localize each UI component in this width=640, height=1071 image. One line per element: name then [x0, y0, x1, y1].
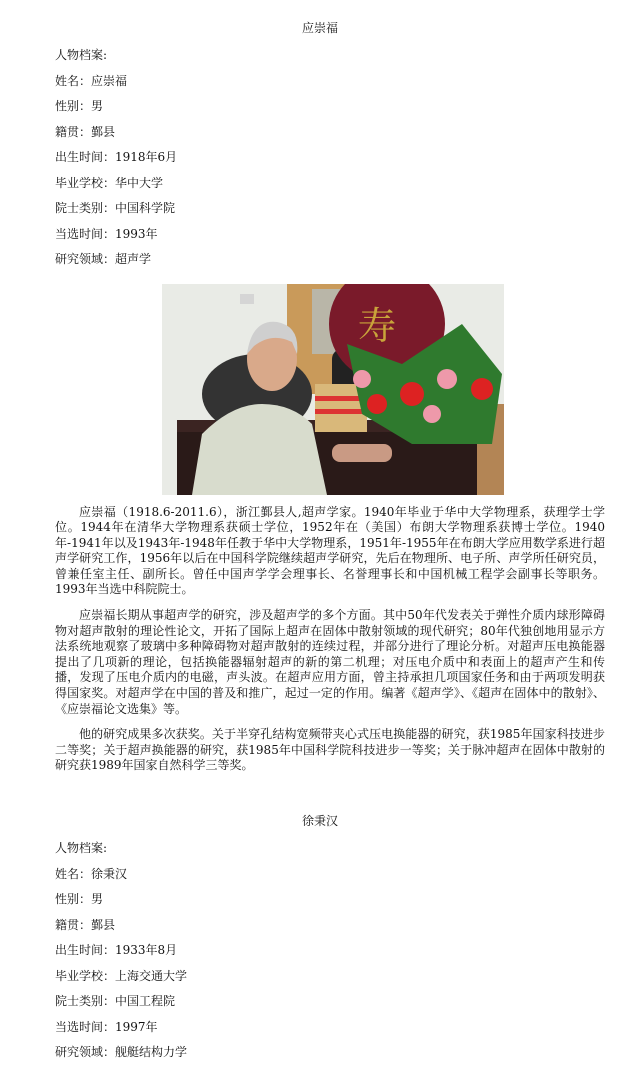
field-elected: 当选时间：1993年 — [55, 226, 158, 241]
person-title: 应崇福 — [301, 21, 338, 35]
field-name: 姓名：徐秉汉 — [55, 866, 128, 881]
person-2 — [0, 814, 640, 1071]
field-gender: 性别：男 — [55, 99, 104, 113]
field-birth: 出生时间：1933年8月 — [55, 943, 178, 957]
bio-paragraph: 应崇福（1918.6-2011.6），浙江鄞县人,超声学家。1940年毕业于华中大学物理系，获理学士学位。1944年在清华大学物理系获硕士学位，1952年在（美国）布朗大学物理系获博士学位。1940年-1941年以及1943年-1948年任教于华中大学物理系，1951年-1955年在布朗大学应用数学系进行超声学研究工作，1956年以后在中国科学院继续超声学研究，先后在物理所、电子所、声学所任研究员，曾兼任室主任、副所长。曾任中国声学学会理事长、名誉理事长和中国机械工程学会副事长等职务。1993年当选中科院院士。 — [55, 504, 605, 597]
person-title: 徐秉汉 — [301, 814, 338, 828]
field-elected: 当选时间：1997年 — [55, 1019, 158, 1034]
field-academy: 院士类别：中国科学院 — [55, 201, 176, 215]
awards-paragraph: 他的研究成果多次获奖。关于半穿孔结构宽频带夹心式压电换能器的研究，获1985年国家科技进步二等奖；关于超声换能器的研究，获1985年中国科学院科技进步一等奖；关于脉冲超声在固体中散射的研究获1989年国家自然科学三等奖。 — [55, 727, 605, 773]
field-birth: 出生时间：1918年6月 — [55, 150, 178, 164]
research-paragraph: 应崇福长期从事超声学的研究，涉及超声学的多个方面。其中50年代发表关于弹性介质内球形障碍物对超声散射的理论性论文，开拓了国际上超声在固体中散射领域的现代研究；80年代独创地用显示方法系统地观察了玻璃中多种障碍物对超声散射的连续过程，并部分进行了理论分析。对超声压电换能器提出了几项新的理论，包括换能器辐射超声的新的第二机理；对压电介质中和表面上的超声产生和传播，发现了压电介质内的电磁，声头波。在超声应用方面，曾主持承担几项国家任务和由于两项发明获得国家奖。对超声学在中国的普及和推广，起过一定的作用。编著《超声学》、《超声在固体中的散射》、《应崇福论文选集》等。 — [55, 608, 605, 716]
field-school: 毕业学校：华中大学 — [55, 175, 164, 190]
field-hometown: 籍贯：鄞县 — [55, 917, 116, 932]
field-academy: 院士类别：中国工程院 — [55, 994, 176, 1008]
field-research: 研究领域：舰艇结构力学 — [55, 1045, 188, 1059]
portrait-photo — [162, 284, 504, 495]
field-research: 研究领域：超声学 — [55, 252, 152, 266]
photo-longevity-character: 寿 — [357, 303, 397, 348]
field-name: 姓名：应崇福 — [55, 73, 128, 88]
field-hometown: 籍贯：鄞县 — [55, 124, 116, 139]
field-school: 毕业学校：上海交通大学 — [55, 968, 188, 983]
person-1 — [0, 21, 640, 774]
field-gender: 性别：男 — [55, 892, 104, 906]
profile-label: 人物档案: — [55, 841, 108, 855]
profile-label: 人物档案: — [55, 48, 108, 62]
